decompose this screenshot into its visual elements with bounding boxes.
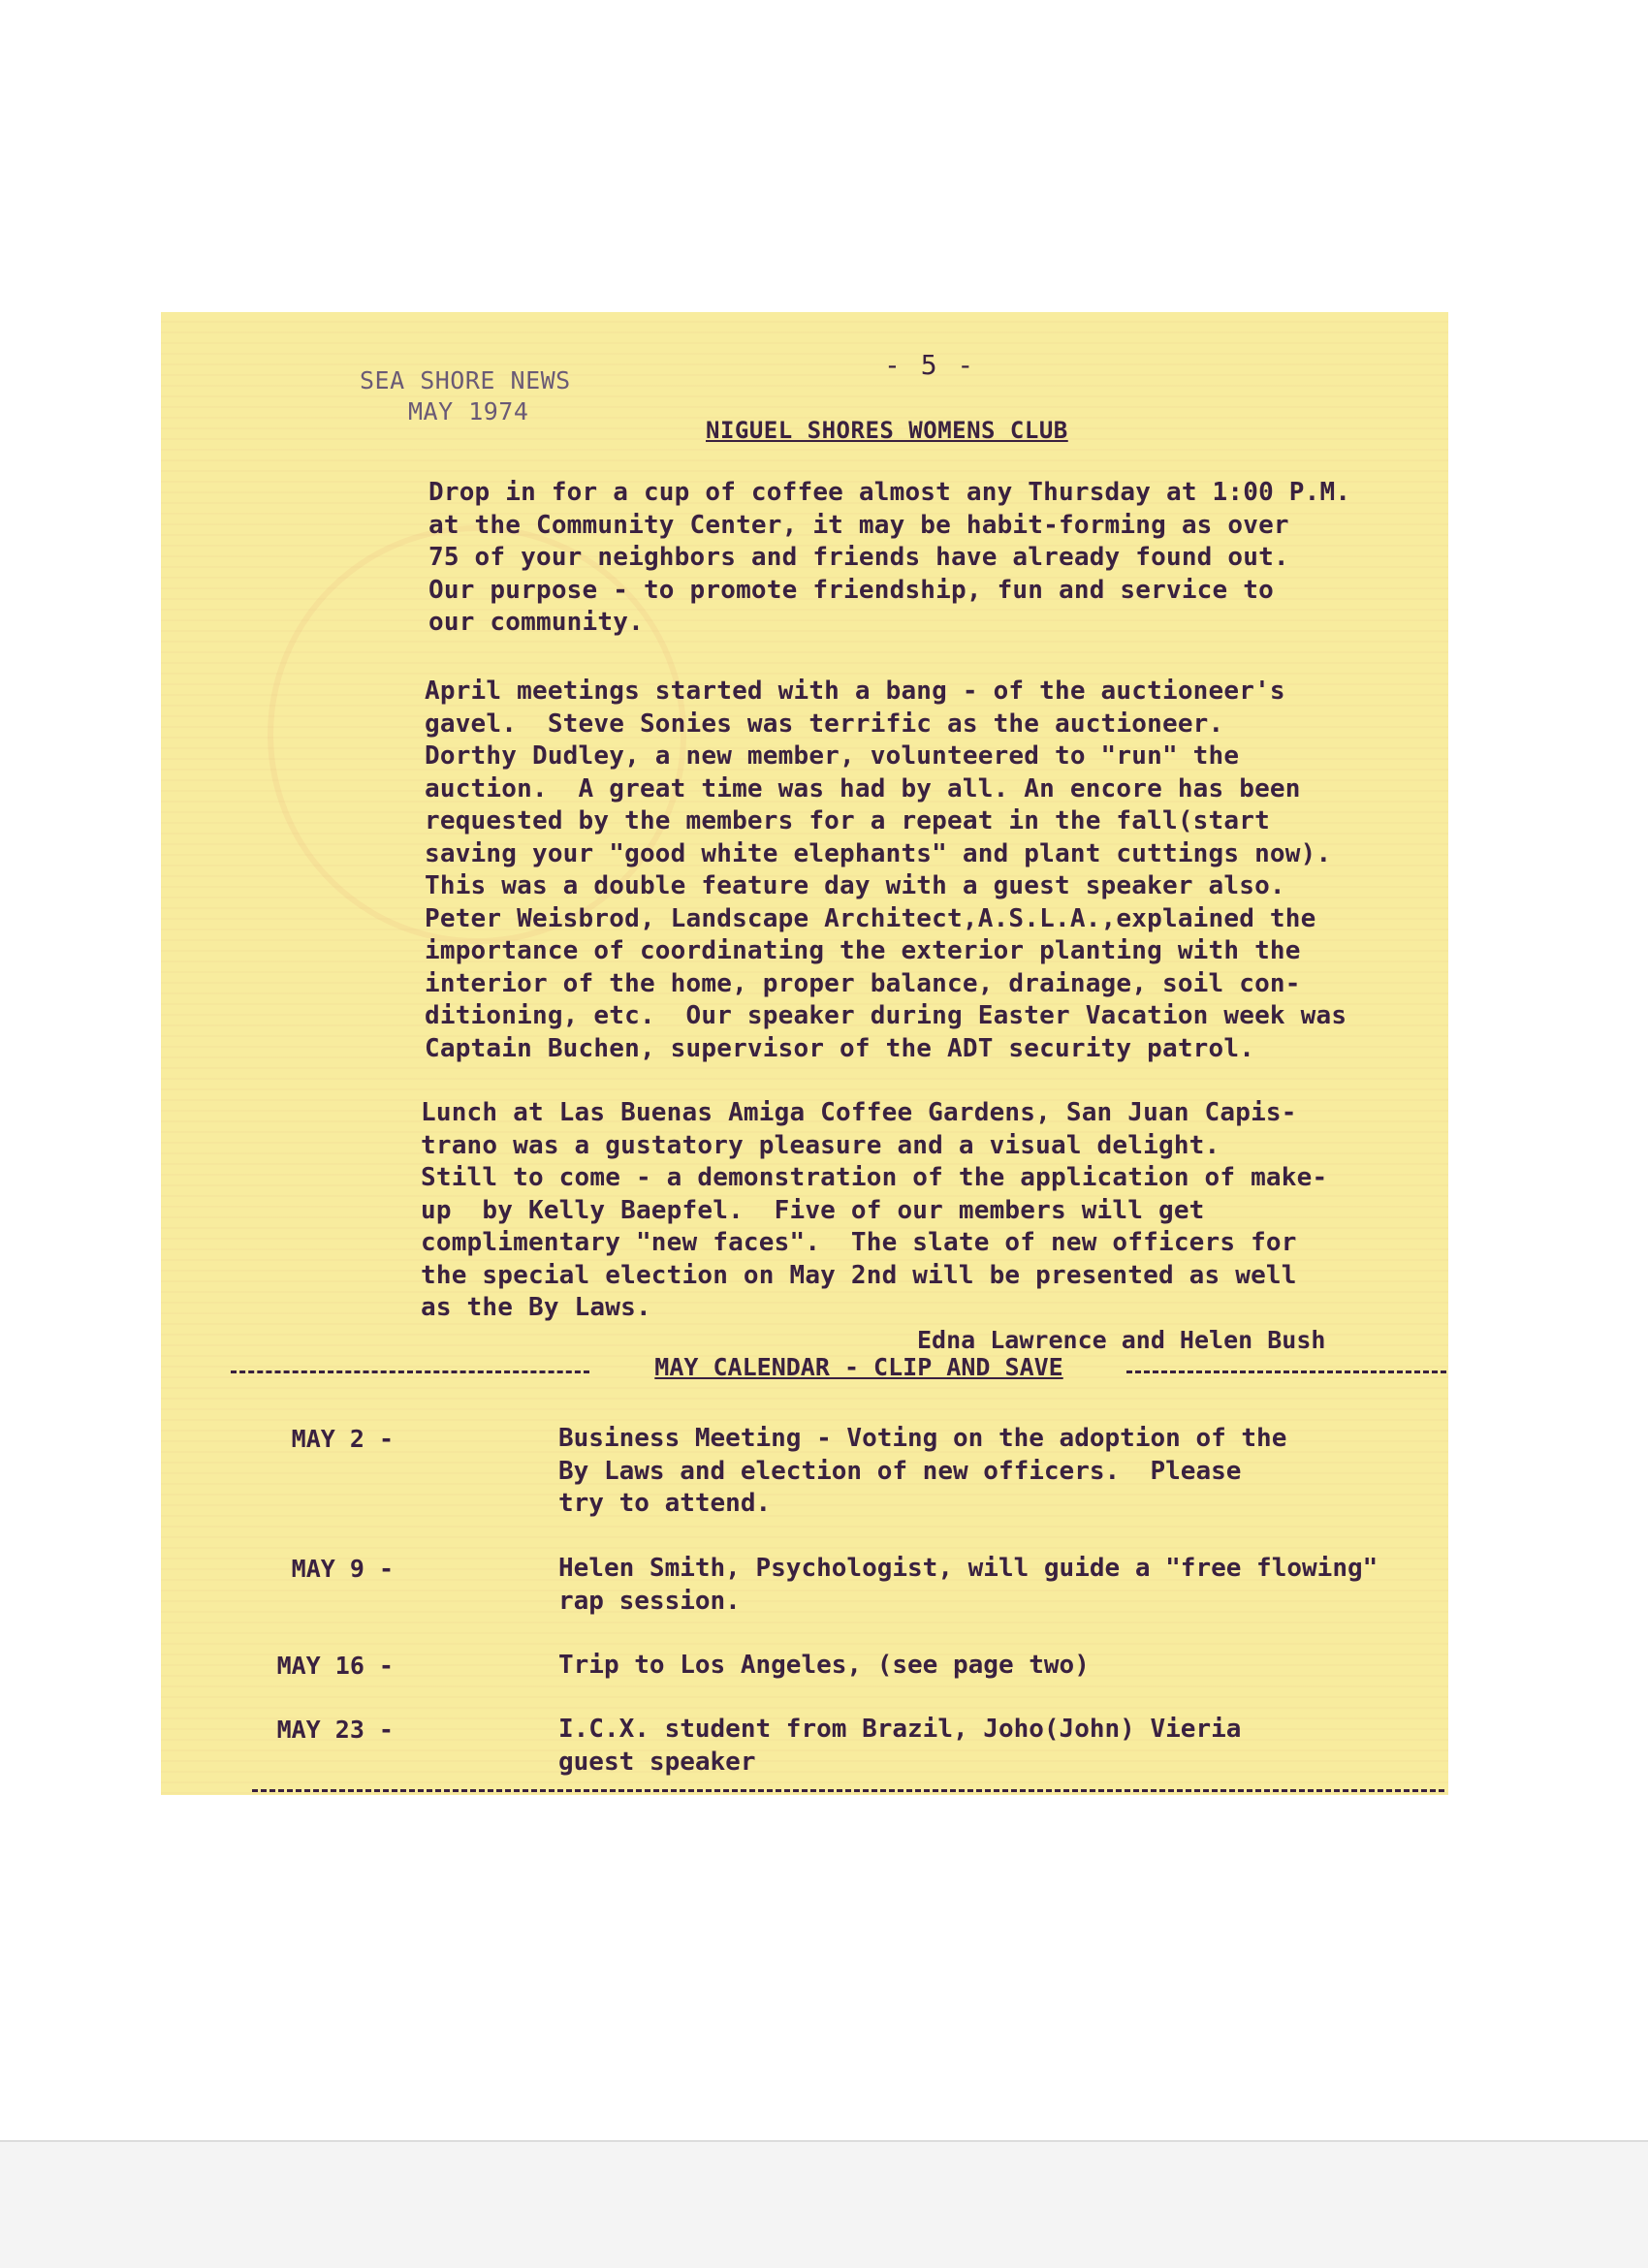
publication-name: SEA SHORE NEWS — [360, 366, 571, 394]
club-title: NIGUEL SHORES WOMENS CLUB — [706, 417, 1068, 444]
intro-paragraph: Drop in for a cup of coffee almost any Thursday at 1:00 P.M. at the Community Center, it may be habit-forming as over 75 of your neighbors and friends have already found out. Our purpose - to promote friendship, fun and service to our community. — [428, 478, 1351, 637]
newsletter-page — [161, 312, 1448, 1795]
calendar-text: I.C.X. student from Brazil, Joho(John) Vieria guest speaker — [558, 1715, 1242, 1777]
signature: Edna Lawrence and Helen Bush — [917, 1326, 1326, 1354]
clip-line-bottom — [252, 1789, 1444, 1792]
calendar-text: Business Meeting - Voting on the adoption of the By Laws and election of new officers. Please try to attend. — [558, 1424, 1287, 1518]
april-meetings-paragraph: April meetings started with a bang - of the auctioneer's gavel. Steve Sonies was terrific as the auctioneer. Dorthy Dudley, a new member, volunteered to "run" the auction. A great time was had by all. An encore has been requested by the members for a repeat in the fall(start saving your "good white elephants" and plant cuttings now). This was a double feature day with a guest speaker also. Peter Weisbrod, Landscape Architect,A.S.L.A.,explained the importance of coordinating the exterior planting with the interior of the home, proper balance, drainage, soil con- ditioning, etc. Our speaker during Easter Vacation week was Captain Buchen, supervisor of the ADT security patrol. — [425, 677, 1347, 1063]
calendar-text: Helen Smith, Psychologist, will guide a "free flowing" rap session. — [558, 1554, 1379, 1616]
lunch-paragraph: Lunch at Las Buenas Amiga Coffee Gardens, San Juan Capis- trano was a gustatory pleasure and a visual delight. Still to come - a demonstration of the application of make- up by Kelly Baepfel. Five of our members will get complimentary "new faces". The slate of new officers for the special election on May 2nd will be presented as well as the By Laws. — [421, 1098, 1328, 1322]
calendar-date: MAY 9 - — [291, 1555, 394, 1583]
clip-line-top-left — [231, 1370, 589, 1373]
calendar-date: MAY 2 - — [291, 1425, 394, 1453]
calendar-date: MAY 23 - — [276, 1716, 394, 1744]
calendar-text: Trip to Los Angeles, (see page two) — [558, 1651, 1090, 1680]
page-number: - 5 - — [884, 349, 976, 381]
scanner-edge — [0, 2140, 1648, 2268]
calendar-title — [587, 1353, 1130, 1381]
calendar-title-text: MAY CALENDAR - CLIP AND SAVE — [654, 1353, 1063, 1381]
publication-date: MAY 1974 — [408, 397, 529, 425]
calendar-date: MAY 16 - — [276, 1652, 394, 1680]
publication-header — [360, 365, 571, 427]
clip-line-top-right — [1126, 1370, 1446, 1373]
